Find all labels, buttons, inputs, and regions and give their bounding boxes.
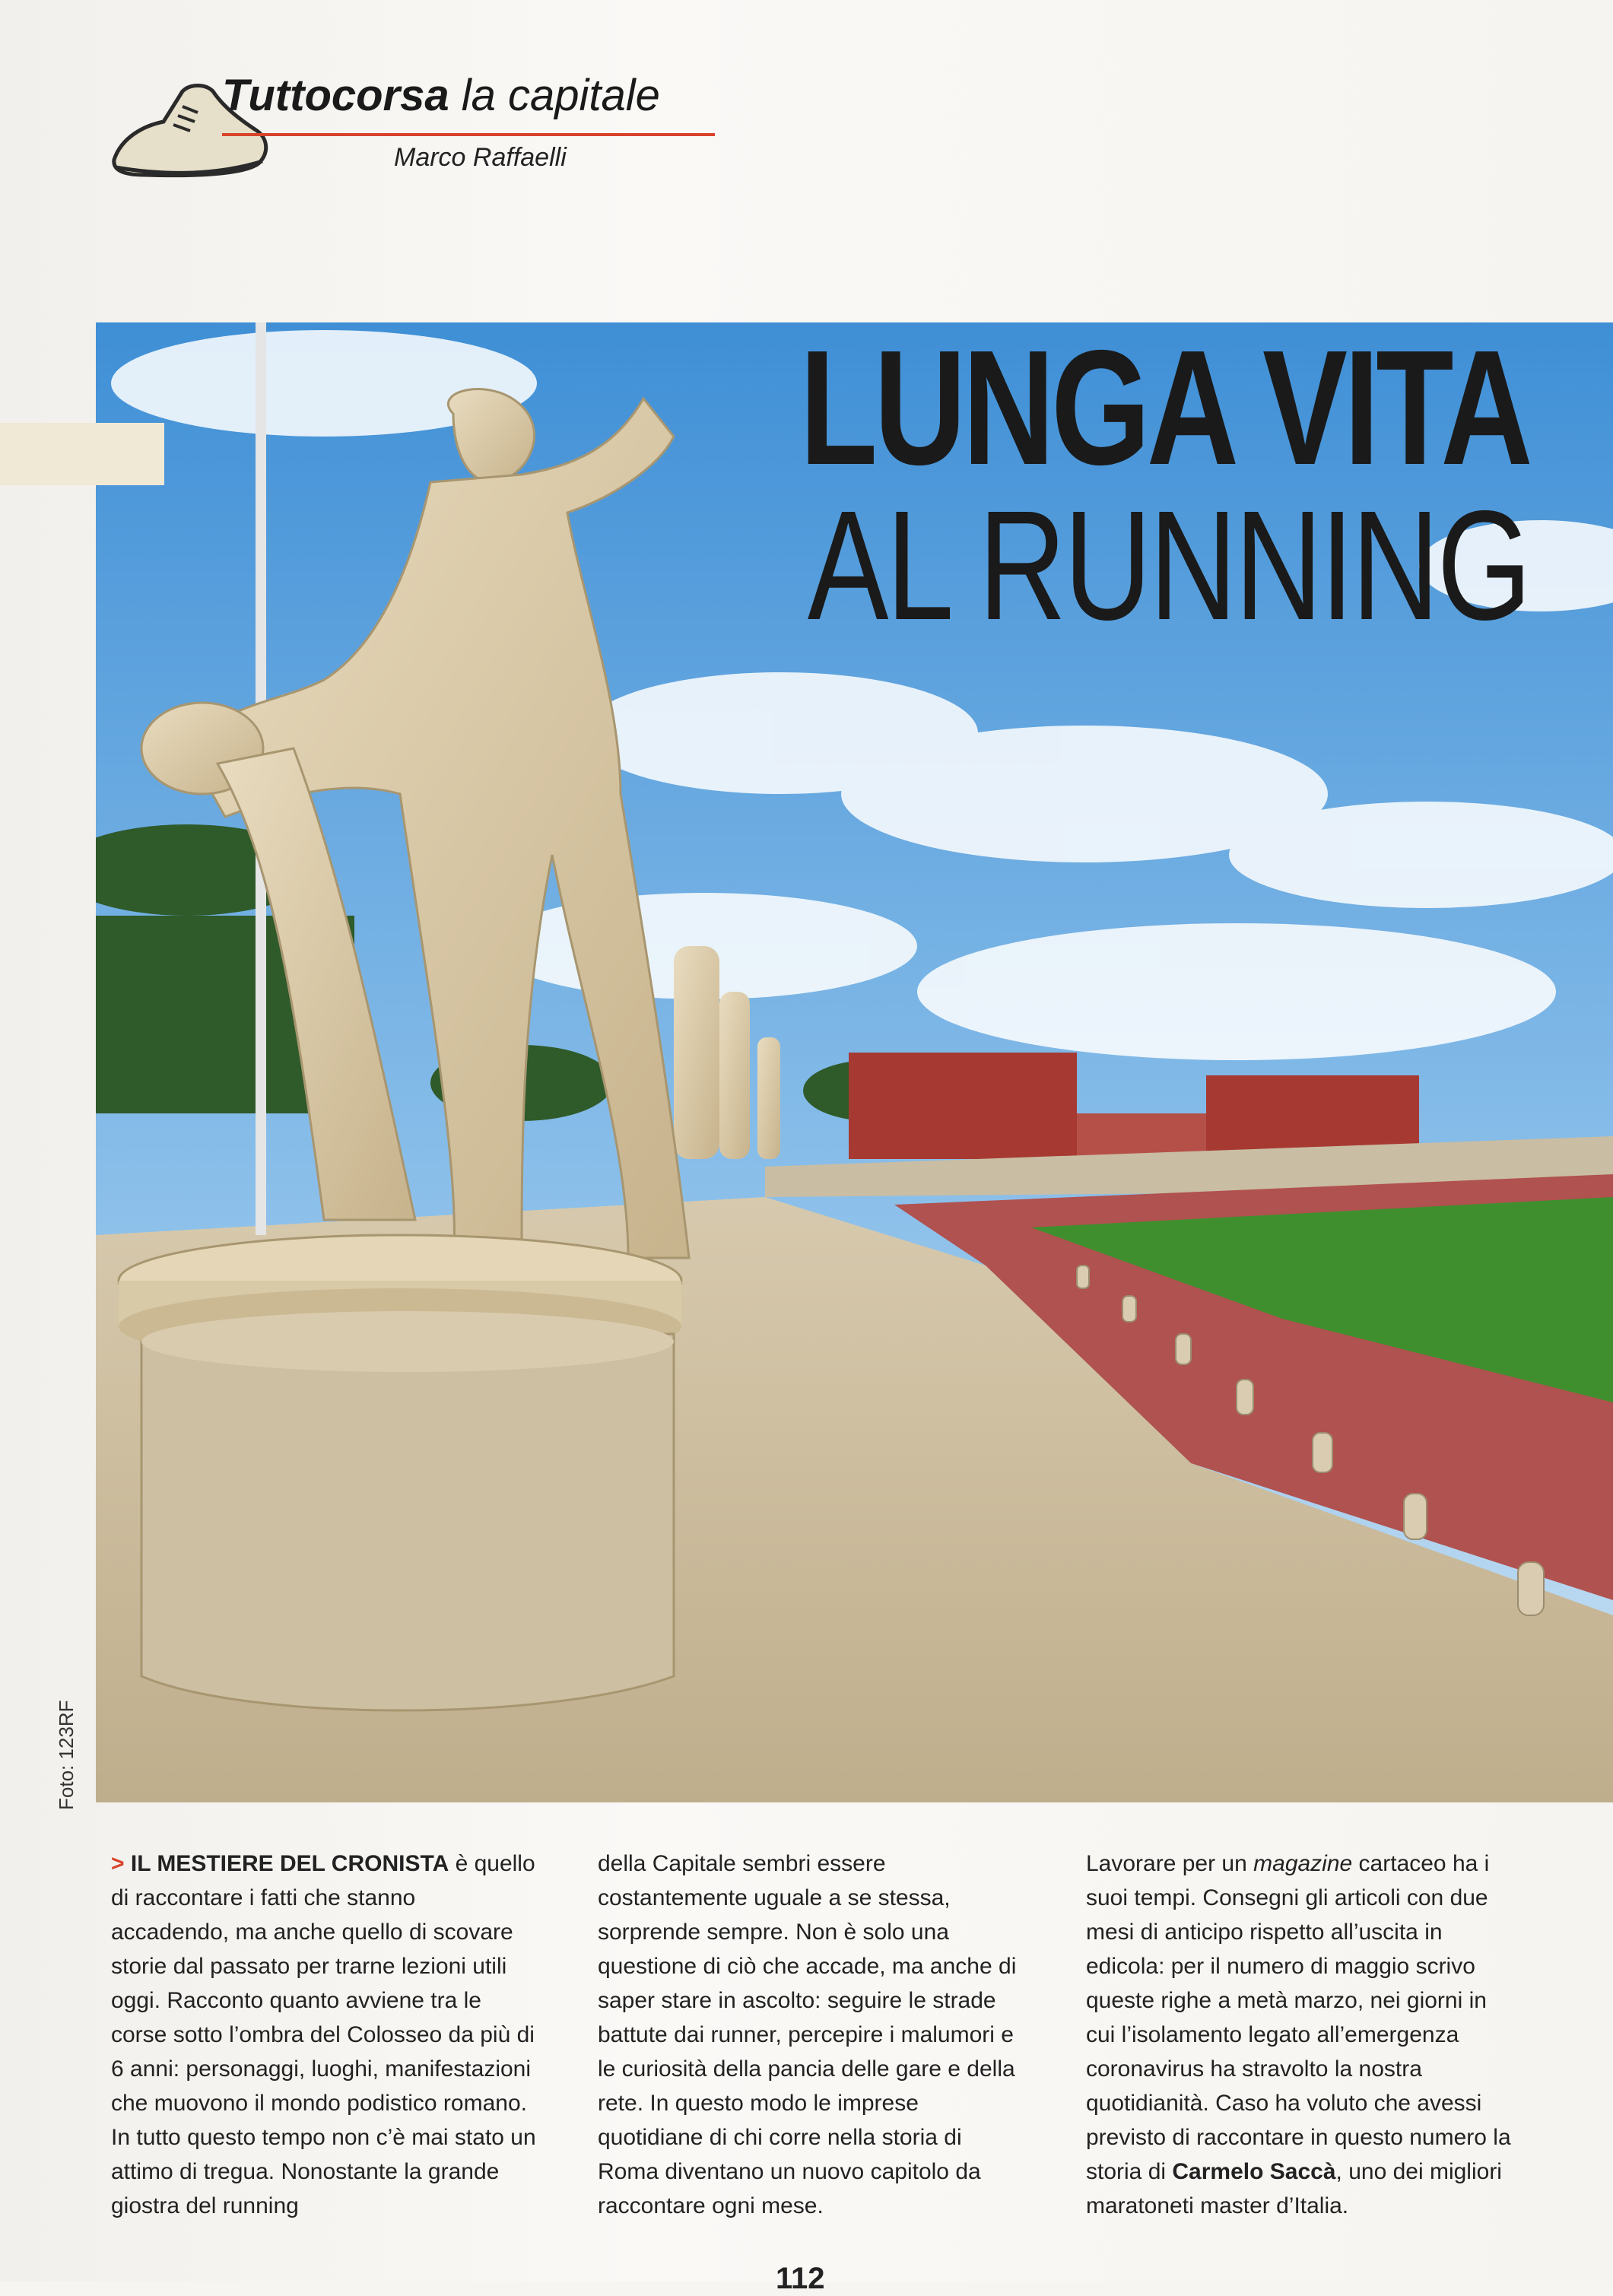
lead-bold: IL MESTIERE DEL CRONISTA xyxy=(130,1851,449,1876)
article-column-3 xyxy=(1086,1847,1512,2223)
left-color-strip xyxy=(0,423,164,485)
column-3-text-a: Lavorare per un xyxy=(1086,1851,1254,1876)
lead-marker: > xyxy=(111,1851,131,1876)
photo-credit: Foto: 123RF xyxy=(55,1700,78,1810)
article-column-1 xyxy=(111,1847,537,2223)
headline-line-2: AL RUNNING xyxy=(807,478,1529,653)
column-3-text-b: cartaceo ha i suoi tempi. Consegni gli articoli con due mesi di anticipo rispetto all’uscita in edicola: per il numero di maggio scrivo queste righe a metà marzo, nei giorni in cui l’isolamento legato all’emergenza coronavirus ha stravolto la nostra quotidianità. Caso ha voluto che avessi previsto di raccontare in questo numero la storia di xyxy=(1086,1851,1511,2184)
column-3-name: Carmelo Saccà xyxy=(1172,2159,1336,2184)
headline xyxy=(594,316,1529,653)
column-3-text-c: , uno dei migliori maratoneti master d’Italia. xyxy=(1086,2159,1502,2218)
section-title xyxy=(222,70,660,121)
column-2-text: della Capitale sembri essere costantemente uguale a se stessa, sorprende sempre. Non è solo una questione di ciò che accade, ma anche di saper stare in ascolto: seguire le strade battute dai runner, percepire i malumori e le curiosità della pancia delle gare e della rete. In questo modo le imprese quotidiane di chi corre nella storia di Roma diventano un nuovo capitolo da raccontare ogni mese. xyxy=(598,1851,1017,2218)
article-column-2 xyxy=(598,1847,1024,2223)
headline-line-1: LUNGA VITA xyxy=(799,316,1529,499)
header-rule xyxy=(222,133,715,136)
section-sub: la capitale xyxy=(461,71,660,120)
column-3-emphasis: magazine xyxy=(1253,1851,1353,1876)
page-number: 112 xyxy=(776,2262,825,2295)
column-1-text: è quello di raccontare i fatti che stanno accadendo, ma anche quello di scovare storie dal passato per trarne lezioni utili oggi. Racconto quanto avviene tra le corse sotto l’ombra del Colosseo da più di 6 anni: personaggi, luoghi, manifestazioni che muovono il mondo podistico romano. In tutto questo tempo non c’è mai stato un attimo di tregua. Nonostante la grande giostra del running xyxy=(111,1851,536,2218)
section-brand: Tuttocorsa xyxy=(222,71,449,120)
author-name: Marco Raffaelli xyxy=(394,143,567,172)
